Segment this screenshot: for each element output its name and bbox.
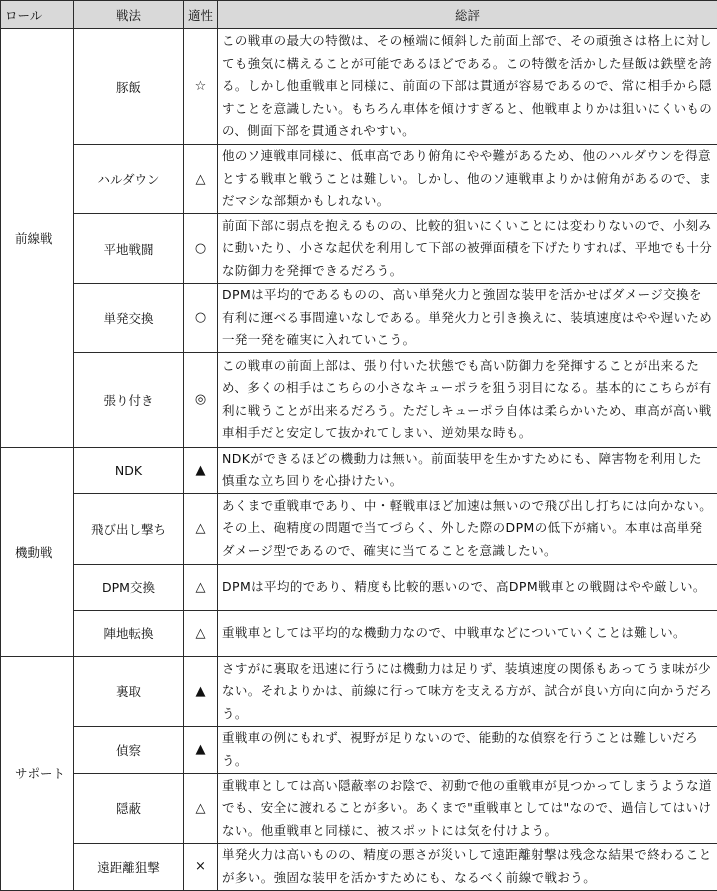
table-row (1, 29, 717, 145)
table-row (1, 656, 717, 726)
review-cell: この戦車の前面上部は、張り付いた状態でも高い防御力を発揮することが出来るため、多くの相手はこちらの小さなキューポラを狙う羽目になる。基本的にこちらが有利に戦うことが出来るだろう。ただしキューポラ自体は柔らかいため、車高が高い戦車相手だと安定して抜かれてしまい、逆効果な時も。 (218, 352, 717, 447)
tactic-cell: 張り付き (74, 352, 184, 447)
tactic-cell: 単発交換 (74, 284, 184, 353)
review-cell: 重戦車としては平均的な機動力なので、中戦車などについていくことは難しい。 (218, 610, 717, 656)
table-row (1, 352, 717, 447)
table-row (1, 214, 717, 284)
tactic-cell: DPM交換 (74, 564, 184, 610)
review-cell: DPMは平均的であり、精度も比較的悪いので、高DPM戦車との戦闘はやや厳しい。 (218, 564, 717, 610)
aptitude-cell: △ (184, 564, 218, 610)
review-cell: NDKができるほどの機動力は無い。前面装甲を生かすためにも、障害物を利用した慎重な立ち回りを心掛けたい。 (218, 447, 717, 493)
header-row (1, 1, 717, 29)
tactic-cell: 陣地転換 (74, 610, 184, 656)
header-tactic: 戦法 (74, 1, 184, 29)
aptitude-cell: ▲ (184, 726, 218, 773)
tactic-cell: 遠距離狙撃 (74, 843, 184, 890)
table-row (1, 493, 717, 564)
aptitude-cell: ▲ (184, 656, 218, 726)
review-cell: この戦車の最大の特徴は、その極端に傾斜した前面上部で、その頑強さは格上に対しても強気に構えることが可能であるほどである。この特徴を活かした昼飯は鉄壁を誇る。しかし他重戦車と同様に、前面の下部は貫通が容易であるので、常に相手から隠すことを意識したい。もちろん車体を傾けすぎると、他戦車よりかは狙いにくいものの、側面下部を貫通されやすい。 (218, 29, 717, 145)
table-row (1, 145, 717, 214)
header-aptitude: 適性 (184, 1, 218, 29)
tactic-cell: ハルダウン (74, 145, 184, 214)
header-review: 総評 (218, 1, 717, 29)
review-cell: 単発火力は高いものの、精度の悪さが災いして遠距離射撃は残念な結果で終わることが多い。強固な装甲を活かすためにも、なるべく前線で戦おう。 (218, 843, 717, 890)
role-support: サポート (1, 656, 74, 890)
review-cell: 他のソ連戦車同様に、低車高であり俯角にやや難があるため、他のハルダウンを得意とする戦車と戦うことは難しい。しかし、他のソ連戦車よりかは俯角があるので、まだマシな部類かもしれない。 (218, 145, 717, 214)
tactic-cell: 隠蔽 (74, 773, 184, 843)
review-cell: DPMは平均的であるものの、高い単発火力と強固な装甲を活かせばダメージ交換を有利に運べる事間違いなしである。単発火力と引き換えに、装填速度はやや遅いため一発一発を確実に入れていこう。 (218, 284, 717, 353)
role-mobile: 機動戦 (1, 447, 74, 656)
tactic-cell: 飛び出し撃ち (74, 493, 184, 564)
role-frontline: 前線戦 (1, 29, 74, 448)
table-row (1, 843, 717, 890)
aptitude-cell: △ (184, 610, 218, 656)
aptitude-cell: ○ (184, 214, 218, 284)
review-cell: 前面下部に弱点を抱えるものの、比較的狙いにくいことには変わりないので、小刻みに動いたり、小さな起伏を利用して下部の被弾面積を下げたりすれば、平地でも十分な防御力を発揮できるだろう。 (218, 214, 717, 284)
header-role: ロール (1, 1, 74, 29)
aptitude-cell: ○ (184, 284, 218, 353)
review-cell: 重戦車の例にもれず、視野が足りないので、能動的な偵察を行うことは難しいだろう。 (218, 726, 717, 773)
tactic-cell: 裏取 (74, 656, 184, 726)
aptitude-cell: ☆ (184, 29, 218, 145)
aptitude-cell: ▲ (184, 447, 218, 493)
tactic-cell: 豚飯 (74, 29, 184, 145)
aptitude-cell: △ (184, 493, 218, 564)
review-cell: あくまで重戦車であり、中・軽戦車ほど加速は無いので飛び出し打ちには向かない。その上、砲精度の問題で当てづらく、外した際のDPMの低下が痛い。本車は高単発ダメージ型であるので、確実に当てることを意識したい。 (218, 493, 717, 564)
tactic-cell: 平地戦闘 (74, 214, 184, 284)
review-cell: さすがに裏取を迅速に行うには機動力は足りず、装填速度の関係もあってうま味が少ない。それよりかは、前線に行って味方を支える方が、試合が良い方向に向かうだろう。 (218, 656, 717, 726)
aptitude-cell: △ (184, 773, 218, 843)
table-row (1, 773, 717, 843)
aptitude-cell: △ (184, 145, 218, 214)
review-cell: 重戦車としては高い隠蔽率のお陰で、初動で他の重戦車が見つかってしまうような道でも、安全に渡れることが多い。あくまで"重戦車としては"なので、過信してはいけない。他重戦車と同様に、被スポットには気を付けよう。 (218, 773, 717, 843)
table-row (1, 564, 717, 610)
table-row (1, 610, 717, 656)
aptitude-cell: ◎ (184, 352, 218, 447)
aptitude-cell: × (184, 843, 218, 890)
table-row (1, 726, 717, 773)
tactic-cell: NDK (74, 447, 184, 493)
table-row (1, 284, 717, 353)
table-row (1, 447, 717, 493)
tactic-cell: 偵察 (74, 726, 184, 773)
